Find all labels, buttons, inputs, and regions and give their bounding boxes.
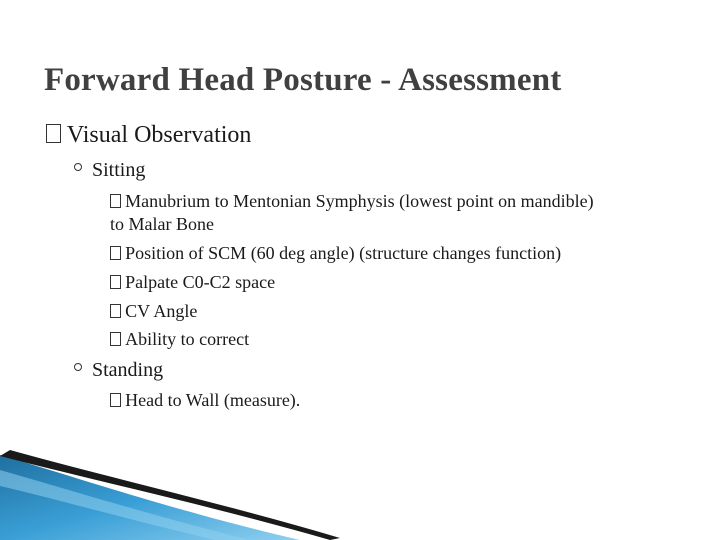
list-item: [110, 329, 249, 350]
bullet-text: Visual Observation: [66, 122, 252, 148]
decorative-wave: [0, 450, 720, 540]
list-item-text: Manubrium to Mentonian Symphysis (lowest point on mandible): [125, 191, 594, 211]
list-item: [110, 191, 594, 212]
list-item-text: Ability to correct: [125, 329, 250, 349]
subbullet-sitting: [74, 159, 145, 182]
empty-square-icon: [110, 393, 121, 407]
empty-square-icon: [110, 194, 121, 208]
bullet-visual-observation: [46, 122, 251, 149]
empty-square-icon: [110, 246, 121, 260]
list-item-text: Palpate C0-C2 space: [125, 272, 276, 292]
bullet-text: Standing: [92, 359, 164, 381]
small-ring-icon: [74, 363, 82, 371]
wave-blue-band: [0, 455, 300, 540]
list-item-continuation: [110, 214, 214, 235]
list-item: [110, 301, 197, 322]
list-item: [110, 243, 561, 264]
list-item: [110, 390, 300, 411]
list-item-text: to Malar Bone: [110, 214, 214, 234]
small-ring-icon: [74, 163, 82, 171]
list-item: [110, 272, 275, 293]
bullet-text: Sitting: [92, 159, 146, 181]
empty-square-icon: [46, 124, 61, 143]
list-item-text: Position of SCM (60 deg angle) (structure changes function): [125, 243, 562, 263]
list-item-text: Head to Wall (measure).: [125, 390, 301, 410]
empty-square-icon: [110, 275, 121, 289]
empty-square-icon: [110, 304, 121, 318]
slide-title: Forward Head Posture - Assessment: [44, 62, 562, 98]
subbullet-standing: [74, 359, 163, 382]
list-item-text: CV Angle: [125, 301, 198, 321]
empty-square-icon: [110, 332, 121, 346]
